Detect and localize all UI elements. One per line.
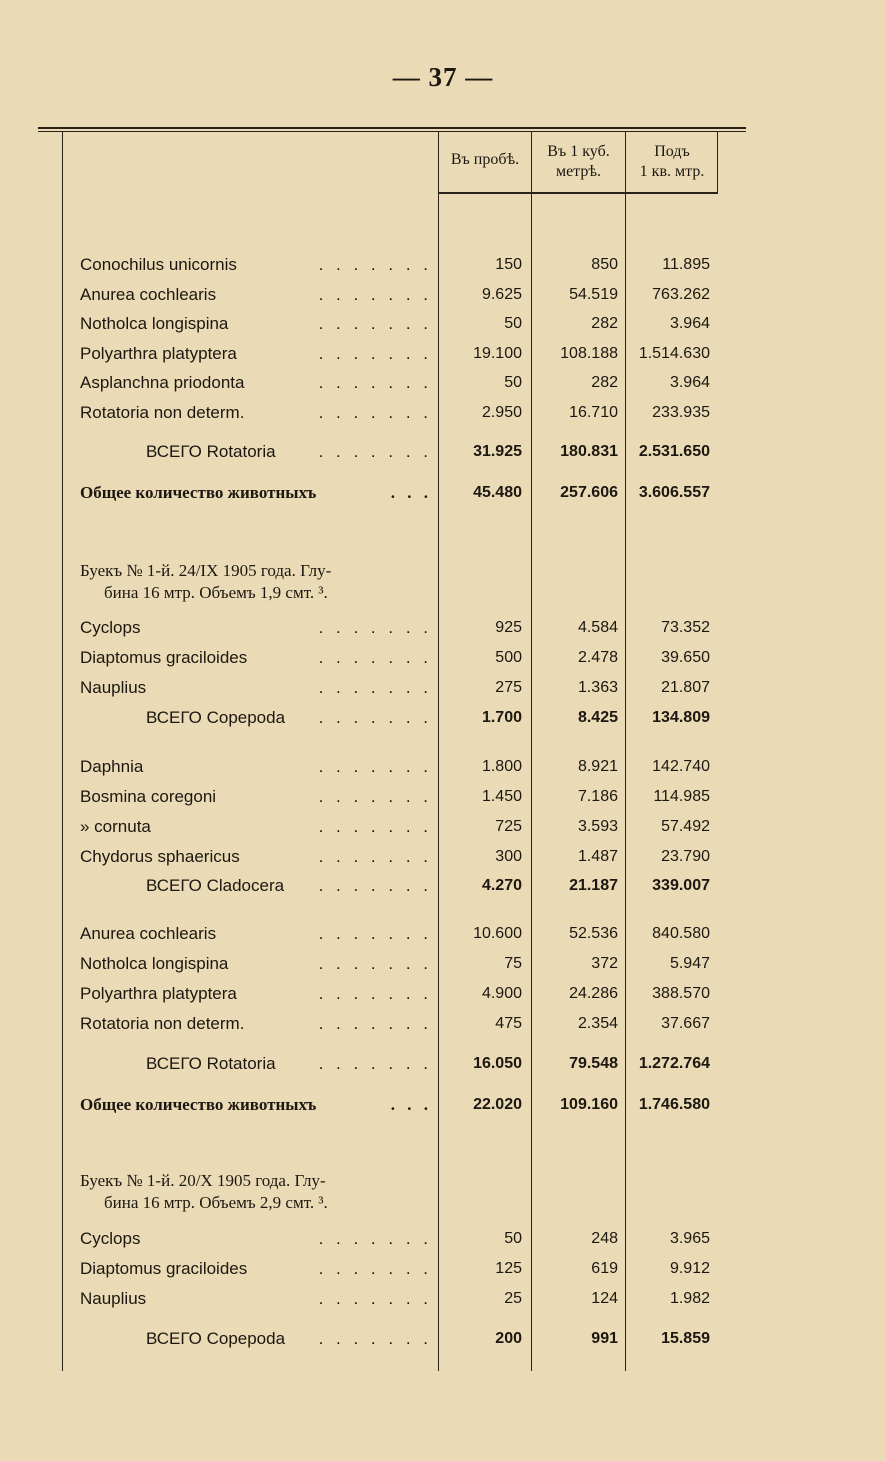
col-head-sample: Въ пробѣ. bbox=[450, 151, 520, 168]
table-row bbox=[80, 982, 720, 1008]
leader-dots: . . . bbox=[387, 1093, 432, 1117]
value-per-square-meter: 3.606.557 bbox=[638, 484, 710, 501]
value-in-sample: 50 bbox=[504, 374, 522, 391]
leader-dots: . . . . . . . bbox=[315, 1257, 432, 1281]
value-in-sample: 300 bbox=[495, 848, 522, 865]
row-label bbox=[80, 1012, 432, 1036]
value-per-cubic-meter: 21.187 bbox=[569, 877, 618, 894]
section-heading bbox=[80, 1170, 432, 1214]
row-label bbox=[80, 952, 432, 976]
table-row bbox=[80, 401, 720, 427]
taxon-name: Diaptomus graciloides bbox=[80, 1259, 248, 1278]
value-per-square-meter: 3.964 bbox=[669, 315, 710, 332]
taxon-name: Cyclops bbox=[80, 618, 141, 637]
section-heading bbox=[80, 560, 432, 604]
value-per-square-meter: 23.790 bbox=[661, 848, 710, 865]
value-per-square-meter: 3.964 bbox=[669, 374, 710, 391]
value-per-square-meter: 388.570 bbox=[652, 985, 710, 1002]
value-per-square-meter: 142.740 bbox=[652, 758, 710, 775]
value-in-sample: 1.450 bbox=[481, 788, 522, 805]
leader-dots: . . . . . . . bbox=[315, 1052, 432, 1076]
value-in-sample: 2.950 bbox=[481, 403, 522, 421]
page-number: — 37 — bbox=[392, 62, 494, 92]
taxon-name: Anurea cochlearis bbox=[80, 924, 217, 943]
taxon-name: Rotatoria non determ. bbox=[80, 402, 245, 422]
col-head-cubic-line1: Въ 1 куб. bbox=[547, 143, 610, 160]
row-label bbox=[80, 1287, 432, 1311]
taxon-name: Общее количество животныхъ bbox=[80, 483, 317, 502]
table-row bbox=[80, 755, 720, 781]
leader-dots: . . . . . . . bbox=[315, 646, 432, 670]
section-heading-line2: бина 16 мтр. Объемъ 1,9 смт. ³. bbox=[104, 583, 328, 602]
table-row bbox=[80, 616, 720, 642]
value-in-sample: 50 bbox=[504, 1230, 522, 1247]
taxon-name: Общее количество животныхъ bbox=[80, 1095, 317, 1114]
taxon-name: Bosmina coregoni bbox=[80, 787, 217, 806]
row-label bbox=[80, 401, 432, 425]
top-rule-thin bbox=[38, 131, 746, 132]
taxon-name: Nauplius bbox=[80, 1289, 147, 1308]
taxon-name: ВСЕГО Rotatoria bbox=[146, 442, 276, 461]
value-per-cubic-meter: 850 bbox=[591, 256, 618, 273]
value-per-cubic-meter: 257.606 bbox=[560, 484, 618, 501]
value-in-sample: 725 bbox=[495, 818, 522, 835]
table-row bbox=[80, 1012, 720, 1038]
value-per-square-meter: 5.947 bbox=[669, 955, 710, 972]
value-per-square-meter: 11.895 bbox=[662, 256, 710, 273]
row-label bbox=[80, 755, 432, 779]
leader-dots: . . . . . . . bbox=[315, 616, 432, 640]
total-row bbox=[80, 440, 720, 466]
value-per-square-meter: 39.650 bbox=[661, 649, 710, 666]
row-label bbox=[80, 646, 432, 670]
table-row bbox=[80, 815, 720, 841]
value-per-cubic-meter: 108.188 bbox=[560, 344, 618, 362]
value-per-cubic-meter: 991 bbox=[591, 1330, 618, 1347]
top-rule bbox=[38, 127, 746, 129]
value-per-square-meter: 1.514.630 bbox=[638, 344, 710, 362]
leader-dots: . . . . . . . bbox=[315, 922, 432, 946]
taxon-name: Rotatoria non determ. bbox=[80, 1014, 245, 1033]
value-per-square-meter: 57.492 bbox=[661, 818, 710, 835]
row-label bbox=[80, 283, 432, 307]
taxon-name: ВСЕГО Rotatoria bbox=[146, 1054, 276, 1073]
col-head-square-line2: 1 кв. мтр. bbox=[639, 163, 705, 180]
taxon-name: Polyarthra platyptera bbox=[80, 343, 237, 363]
value-in-sample: 4.900 bbox=[481, 985, 522, 1002]
value-per-cubic-meter: 109.160 bbox=[560, 1096, 618, 1113]
col-head-square-line1: Подъ bbox=[654, 143, 690, 160]
value-per-cubic-meter: 8.425 bbox=[577, 709, 618, 726]
left-border bbox=[62, 131, 63, 1371]
leader-dots: . . . . . . . bbox=[315, 755, 432, 779]
table-row bbox=[80, 283, 720, 309]
taxon-name: Diaptomus graciloides bbox=[80, 648, 248, 667]
taxon-name: Polyarthra platyptera bbox=[80, 984, 237, 1003]
taxon-name: Cyclops bbox=[80, 1229, 141, 1248]
row-label bbox=[80, 922, 432, 946]
leader-dots: . . . . . . . bbox=[315, 342, 432, 366]
taxon-name: Notholca longispina bbox=[80, 954, 229, 973]
table-row bbox=[80, 1287, 720, 1313]
section-heading-line1: Буекъ № 1-й. 24/IX 1905 года. Глу- bbox=[80, 561, 332, 580]
table-row bbox=[80, 845, 720, 871]
value-per-square-meter: 1.272.764 bbox=[638, 1055, 710, 1072]
leader-dots: . . . . . . . bbox=[315, 440, 432, 464]
row-label bbox=[80, 1257, 432, 1281]
value-in-sample: 200 bbox=[495, 1330, 522, 1347]
grand-total-row bbox=[80, 481, 720, 507]
col-head-square bbox=[626, 142, 718, 182]
value-per-cubic-meter: 7.186 bbox=[577, 788, 618, 805]
row-label bbox=[80, 1052, 432, 1076]
value-in-sample: 16.050 bbox=[473, 1055, 522, 1072]
leader-dots: . . . bbox=[387, 481, 432, 505]
value-per-square-meter: 3.965 bbox=[669, 1230, 710, 1247]
leader-dots: . . . . . . . bbox=[315, 1327, 432, 1351]
leader-dots: . . . . . . . bbox=[315, 845, 432, 869]
value-in-sample: 4.270 bbox=[481, 877, 522, 894]
value-in-sample: 19.100 bbox=[473, 344, 522, 362]
value-per-cubic-meter: 2.354 bbox=[577, 1015, 618, 1032]
table-row bbox=[80, 342, 720, 368]
leader-dots: . . . . . . . bbox=[315, 952, 432, 976]
taxon-name: Asplanchna priodonta bbox=[80, 373, 245, 392]
value-per-square-meter: 114.985 bbox=[653, 788, 710, 805]
leader-dots: . . . . . . . bbox=[315, 1012, 432, 1036]
taxon-name: Nauplius bbox=[80, 678, 147, 697]
value-per-square-meter: 37.667 bbox=[661, 1015, 710, 1032]
table-row bbox=[80, 676, 720, 702]
value-per-square-meter: 1.982 bbox=[669, 1290, 710, 1307]
row-label bbox=[80, 815, 432, 839]
value-per-square-meter: 763.262 bbox=[652, 285, 710, 303]
value-per-square-meter: 840.580 bbox=[652, 925, 710, 942]
value-in-sample: 1.800 bbox=[481, 758, 522, 775]
table-row bbox=[80, 785, 720, 811]
value-in-sample: 150 bbox=[495, 256, 522, 273]
value-per-cubic-meter: 54.519 bbox=[569, 285, 618, 303]
row-label bbox=[80, 616, 432, 640]
value-per-square-meter: 21.807 bbox=[661, 679, 710, 696]
value-per-cubic-meter: 619 bbox=[591, 1260, 618, 1277]
row-label bbox=[80, 342, 432, 366]
leader-dots: . . . . . . . bbox=[315, 1227, 432, 1251]
row-label bbox=[80, 481, 432, 505]
col-head-cubic-line2: метрѣ. bbox=[555, 163, 602, 180]
row-label bbox=[80, 1093, 432, 1117]
total-row bbox=[80, 874, 720, 900]
value-per-square-meter: 15.859 bbox=[661, 1330, 710, 1347]
taxon-name: Daphnia bbox=[80, 757, 144, 776]
row-label bbox=[80, 982, 432, 1006]
leader-dots: . . . . . . . bbox=[315, 815, 432, 839]
value-in-sample: 9.625 bbox=[481, 285, 522, 303]
value-per-cubic-meter: 1.487 bbox=[577, 848, 618, 865]
value-in-sample: 500 bbox=[495, 649, 522, 666]
row-label bbox=[80, 845, 432, 869]
total-row bbox=[80, 706, 720, 732]
value-per-cubic-meter: 52.536 bbox=[569, 925, 618, 942]
leader-dots: . . . . . . . bbox=[315, 874, 432, 898]
total-row bbox=[80, 1327, 720, 1353]
value-per-square-meter: 73.352 bbox=[661, 619, 710, 636]
value-per-cubic-meter: 124 bbox=[591, 1290, 618, 1307]
value-in-sample: 45.480 bbox=[473, 484, 522, 501]
table-row bbox=[80, 922, 720, 948]
value-per-cubic-meter: 372 bbox=[591, 955, 618, 972]
value-in-sample: 925 bbox=[495, 619, 522, 636]
leader-dots: . . . . . . . bbox=[315, 676, 432, 700]
row-label bbox=[80, 676, 432, 700]
col-head-cubic bbox=[532, 142, 625, 182]
value-per-cubic-meter: 180.831 bbox=[560, 443, 618, 460]
taxon-name: ВСЕГО Copepoda bbox=[146, 708, 286, 727]
leader-dots: . . . . . . . bbox=[315, 253, 432, 277]
value-per-cubic-meter: 282 bbox=[591, 374, 618, 391]
leader-dots: . . . . . . . bbox=[315, 401, 432, 425]
value-in-sample: 22.020 bbox=[473, 1096, 522, 1113]
section-heading-line2: бина 16 мтр. Объемъ 2,9 смт. ³. bbox=[104, 1193, 328, 1212]
table-row bbox=[80, 1227, 720, 1253]
table-row bbox=[80, 312, 720, 338]
row-label bbox=[80, 440, 432, 464]
value-per-square-meter: 339.007 bbox=[652, 877, 710, 894]
row-label bbox=[80, 706, 432, 730]
taxon-name: Anurea cochlearis bbox=[80, 284, 217, 304]
leader-dots: . . . . . . . bbox=[315, 785, 432, 809]
value-in-sample: 475 bbox=[495, 1015, 522, 1032]
section-heading-line1: Буекъ № 1-й. 20/X 1905 года. Глу- bbox=[80, 1171, 326, 1190]
value-per-square-meter: 233.935 bbox=[652, 403, 710, 421]
taxon-name: » cornuta bbox=[80, 817, 151, 836]
leader-dots: . . . . . . . bbox=[315, 706, 432, 730]
value-per-cubic-meter: 24.286 bbox=[569, 985, 618, 1002]
value-per-cubic-meter: 8.921 bbox=[577, 758, 618, 775]
row-label bbox=[80, 785, 432, 809]
taxon-name: Chydorus sphaericus bbox=[80, 847, 240, 866]
leader-dots: . . . . . . . bbox=[315, 982, 432, 1006]
value-per-cubic-meter: 1.363 bbox=[577, 679, 618, 696]
taxon-name: ВСЕГО Cladocera bbox=[146, 876, 285, 895]
value-per-square-meter: 9.912 bbox=[669, 1260, 710, 1277]
value-in-sample: 31.925 bbox=[473, 443, 522, 460]
value-per-square-meter: 2.531.650 bbox=[638, 443, 710, 460]
row-label bbox=[80, 371, 432, 395]
value-in-sample: 1.700 bbox=[481, 709, 522, 726]
value-per-square-meter: 134.809 bbox=[652, 709, 710, 726]
value-per-cubic-meter: 4.584 bbox=[577, 619, 618, 636]
table-row bbox=[80, 371, 720, 397]
value-per-cubic-meter: 282 bbox=[591, 315, 618, 332]
table-row bbox=[80, 646, 720, 672]
header-rule bbox=[438, 192, 718, 194]
table-row bbox=[80, 1257, 720, 1283]
row-label bbox=[80, 1227, 432, 1251]
taxon-name: ВСЕГО Copepoda bbox=[146, 1329, 286, 1348]
value-per-cubic-meter: 248 bbox=[591, 1230, 618, 1247]
value-in-sample: 25 bbox=[504, 1290, 522, 1307]
value-per-cubic-meter: 3.593 bbox=[577, 818, 618, 835]
value-in-sample: 50 bbox=[504, 315, 522, 332]
row-label bbox=[80, 1327, 432, 1351]
row-label bbox=[80, 312, 432, 336]
leader-dots: . . . . . . . bbox=[315, 1287, 432, 1311]
table-row bbox=[80, 253, 720, 279]
value-in-sample: 125 bbox=[495, 1260, 522, 1277]
value-in-sample: 75 bbox=[504, 955, 522, 972]
table-row bbox=[80, 952, 720, 978]
leader-dots: . . . . . . . bbox=[315, 283, 432, 307]
taxon-name: Notholca longispina bbox=[80, 314, 229, 333]
taxon-name: Conochilus unicornis bbox=[80, 255, 237, 274]
leader-dots: . . . . . . . bbox=[315, 371, 432, 395]
value-per-cubic-meter: 79.548 bbox=[569, 1055, 618, 1072]
row-label bbox=[80, 253, 432, 277]
value-per-cubic-meter: 2.478 bbox=[577, 649, 618, 666]
value-per-cubic-meter: 16.710 bbox=[569, 403, 618, 421]
grand-total-row bbox=[80, 1093, 720, 1119]
value-in-sample: 10.600 bbox=[473, 925, 522, 942]
total-row bbox=[80, 1052, 720, 1078]
row-label bbox=[80, 874, 432, 898]
value-per-square-meter: 1.746.580 bbox=[638, 1096, 710, 1113]
value-in-sample: 275 bbox=[495, 679, 522, 696]
leader-dots: . . . . . . . bbox=[315, 312, 432, 336]
